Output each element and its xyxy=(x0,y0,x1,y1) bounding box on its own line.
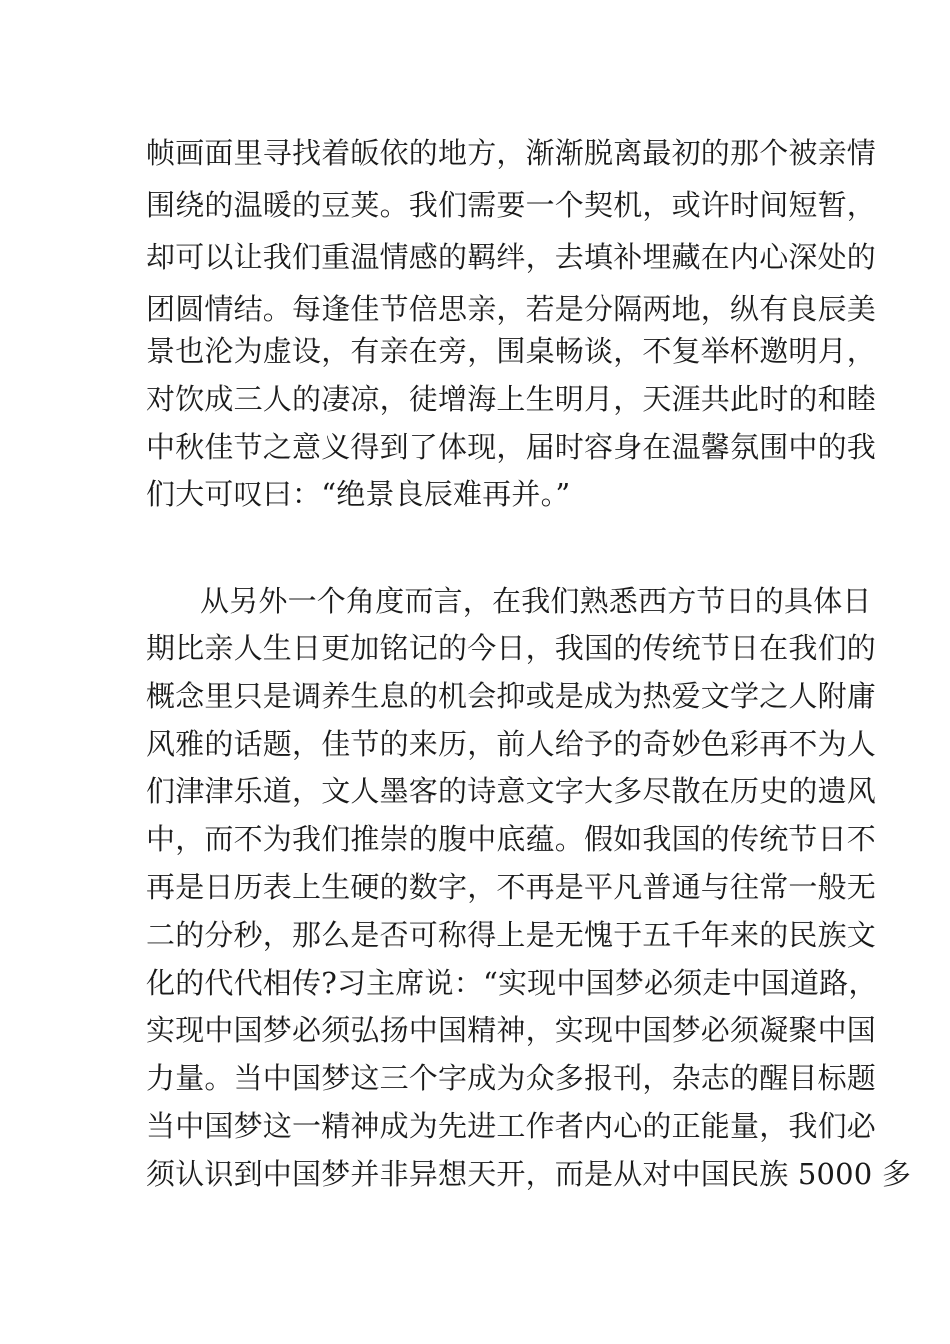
paragraph-2-line-4: 风雅的话题，佳节的来历，前人给予的奇妙色彩再不为人 xyxy=(146,727,877,761)
paragraph-2-line-10: 实现中国梦必须弘扬中国精神，实现中国梦必须凝聚中国 xyxy=(146,1013,877,1047)
paragraph-1-line-6: 对饮成三人的凄凉，徒增海上生明月，天涯共此时的和睦 xyxy=(146,382,877,416)
paragraph-1-line-5: 景也沦为虚设，有亲在旁，围桌畅谈，不复举杯邀明月， xyxy=(146,334,877,368)
paragraph-2-line-1: 从另外一个角度而言，在我们熟悉西方节日的具体日 xyxy=(200,584,872,618)
paragraph-2-line-3: 概念里只是调养生息的机会抑或是成为热爱文学之人附庸 xyxy=(146,679,877,713)
paragraph-2-line-9: 化的代代相传?习主席说：“实现中国梦必须走中国道路， xyxy=(146,966,878,1000)
paragraph-2-line-12: 当中国梦这一精神成为先进工作者内心的正能量，我们必 xyxy=(146,1109,877,1143)
paragraph-2-line-8: 二的分秒，那么是否可称得上是无愧于五千年来的民族文 xyxy=(146,918,877,952)
paragraph-2-line-2: 期比亲人生日更加铭记的今日，我国的传统节日在我们的 xyxy=(146,631,877,665)
paragraph-2-line-11: 力量。当中国梦这三个字成为众多报刊，杂志的醒目标题 xyxy=(146,1061,877,1095)
paragraph-1-line-1: 帧画面里寻找着皈依的地方，渐渐脱离最初的那个被亲情 xyxy=(146,136,877,170)
paragraph-1-line-2: 围绕的温暖的豆荚。我们需要一个契机，或许时间短暂， xyxy=(146,188,877,222)
paragraph-2-line-7: 再是日历表上生硬的数字，不再是平凡普通与往常一般无 xyxy=(146,870,877,904)
paragraph-1-line-7: 中秋佳节之意义得到了体现，届时容身在温馨氛围中的我 xyxy=(146,430,877,464)
paragraph-1-line-3: 却可以让我们重温情感的羁绊，去填补埋藏在内心深处的 xyxy=(146,240,877,274)
paragraph-2-line-5: 们津津乐道，文人墨客的诗意文字大多尽散在历史的遗风 xyxy=(146,774,877,808)
paragraph-2-line-13: 须认识到中国梦并非异想天开，而是从对中国民族 5000 多 xyxy=(146,1157,912,1191)
paragraph-1-line-4: 团圆情结。每逢佳节倍思亲，若是分隔两地，纵有良辰美 xyxy=(146,292,877,326)
paragraph-1-line-8: 们大可叹曰：“绝景良辰难再并。” xyxy=(146,477,571,511)
paragraph-2-line-6: 中，而不为我们推崇的腹中底蕴。假如我国的传统节日不 xyxy=(146,822,877,856)
